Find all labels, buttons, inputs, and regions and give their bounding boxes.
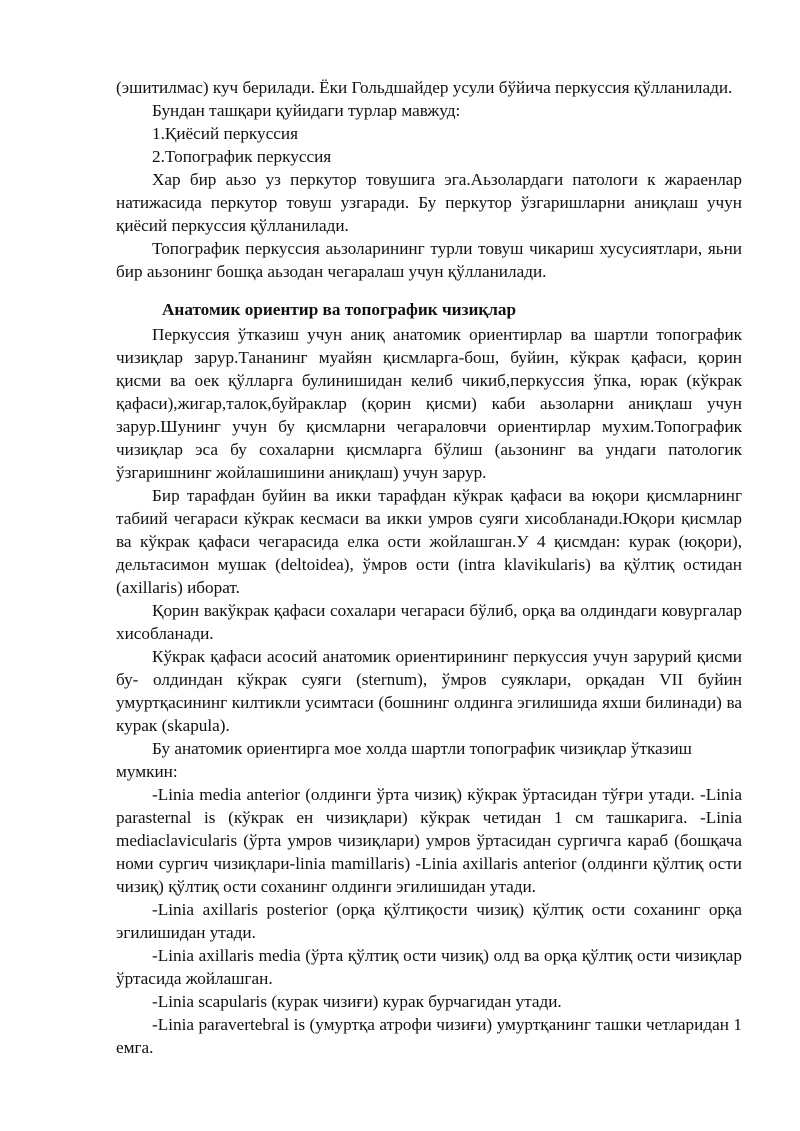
document-page [116,76,742,1059]
paragraph-comparative-percussion: Хар бир аьзо уз перкутор товушига эга.Аьзолардаги патологи к жараенлар натижасида перкутор товуш узгаради. Бу перкутор ўзгаришларни аниқлаш учун қиёсий перкуссия қўлланилади. [116,170,742,235]
paragraph-anterior-lines: -Linia media anterior (олдинги ўрта чизиқ) кўкрак ўртасидан тўғри утади. -Linia parasternal is (кўкрак ен чизиқлари) кўкрак четидан 1 см ташкарига. -Linia mediaclavicularis (ўрта умров чизиқлари) умров ўртасидан сургичга караб (бошқача номи сургич чизиқлари-linia mamillaris) -Linia axillaris anterior (олдинги қўлтиқ ости чизиқ) қўлтиқ ости соханинг олдинги эгилишидан утади. [116,785,742,896]
list-item-topographic: 2.Топографик перкуссия [152,147,332,166]
paragraph-orientation-need: Перкуссия ўтказиш учун аниқ анатомик ориентирлар ва шартли топографик чизиқлар зарур.Тананинг муайян қисмларга-бош, буйин, кўкрак қафаси, қорин қисми ва оек қўлларга булинишидан келиб чикиб,перкуссия ўпка, юрак (кўкрак қафаси),жигар,талок,буйраклар (қорин қисми) каби аьзоларни аниқлаш учун зарур.Шунинг учун бу қисмларни чегараловчи ориентирлар мухим.Топографик чизиқлар эса бу сохаларни қисмларга бўлиш (аьзонинг ва ундаги патологик ўзгаришнинг жойлашишини аниқлаш) учун зарур. [116,325,742,482]
paragraph-paravertebral-line: -Linia paravertebral is (умуртқа атрофи чизиғи) умуртқанинг ташки четларидан 1 емга. [116,1015,742,1057]
paragraph-neck-chest-boundary: Бир тарафдан буйин ва икки тарафдан кўкрак қафаси ва юқори қисмларнинг табиий чегараси кўкрак кесмаси ва икки умров суяги хисобланади.Юқори қисмлар ва кўкрак қафаси чегарасида елка ости жойлашган.У 4 қисмдан: курак (юқори), дельтасимон мушак (deltoidea), ўмров ости (intra klavikularis) ва қўлтиқ остидан (axillaris) иборат. [116,486,742,597]
paragraph-types-intro: Бундан ташқари қуйидаги турлар мавжуд: [152,101,461,120]
section-spacer [116,283,742,298]
section-heading: Анатомик ориентир ва топографик чизиқлар [162,300,517,319]
paragraph-middle-axillary-line: -Linia axillaris media (ўрта қўлтиқ ости чизиқ) олд ва орқа қўлтиқ ости чизиқлар ўртасида жойлашган. [116,946,742,988]
paragraph-topographic-percussion: Топографик перкуссия аьзоларининг турли товуш чикариш хусусиятлари, яьни бир аьзонинг бошқа аьзодан чегаралаш учун қўлланилади. [116,239,742,281]
paragraph-abdomen-boundary: Қорин вакўкрак қафаси сохалари чегараси бўлиб, орқа ва олдиндаги ковургалар хисобланади. [116,601,742,643]
paragraph-scapular-line: -Linia scapularis (курак чизиғи) курак бурчагидан утади. [152,992,562,1011]
list-item-comparative: 1.Қиёсий перкуссия [152,124,298,143]
paragraph-posterior-axillary-line: -Linia axillaris posterior (орқа қўлтиқости чизиқ) қўлтиқ ости соханинг орқа эгилишидан утади. [116,900,742,942]
paragraph-continuation: (эшитилмас) куч берилади. Ёки Гольдшайдер усули бўйича перкуссия қўлланилади. [116,78,733,97]
paragraph-chest-landmarks: Кўкрак қафаси асосий анатомик ориентирининг перкуссия учун зарурий қисми бу- олдиндан кўкрак суяги (sternum), ўмров суяклари, орқадан VII буйин умуртқасининг килтикли усимтаси (бошнинг олдинга эгилишида яхши билинади) ва курак (skapula). [116,647,742,735]
paragraph-lines-intro: Бу анатомик ориентирга мое холда шартли топографик чизиқлар ўтказиш мумкин: [116,739,692,781]
